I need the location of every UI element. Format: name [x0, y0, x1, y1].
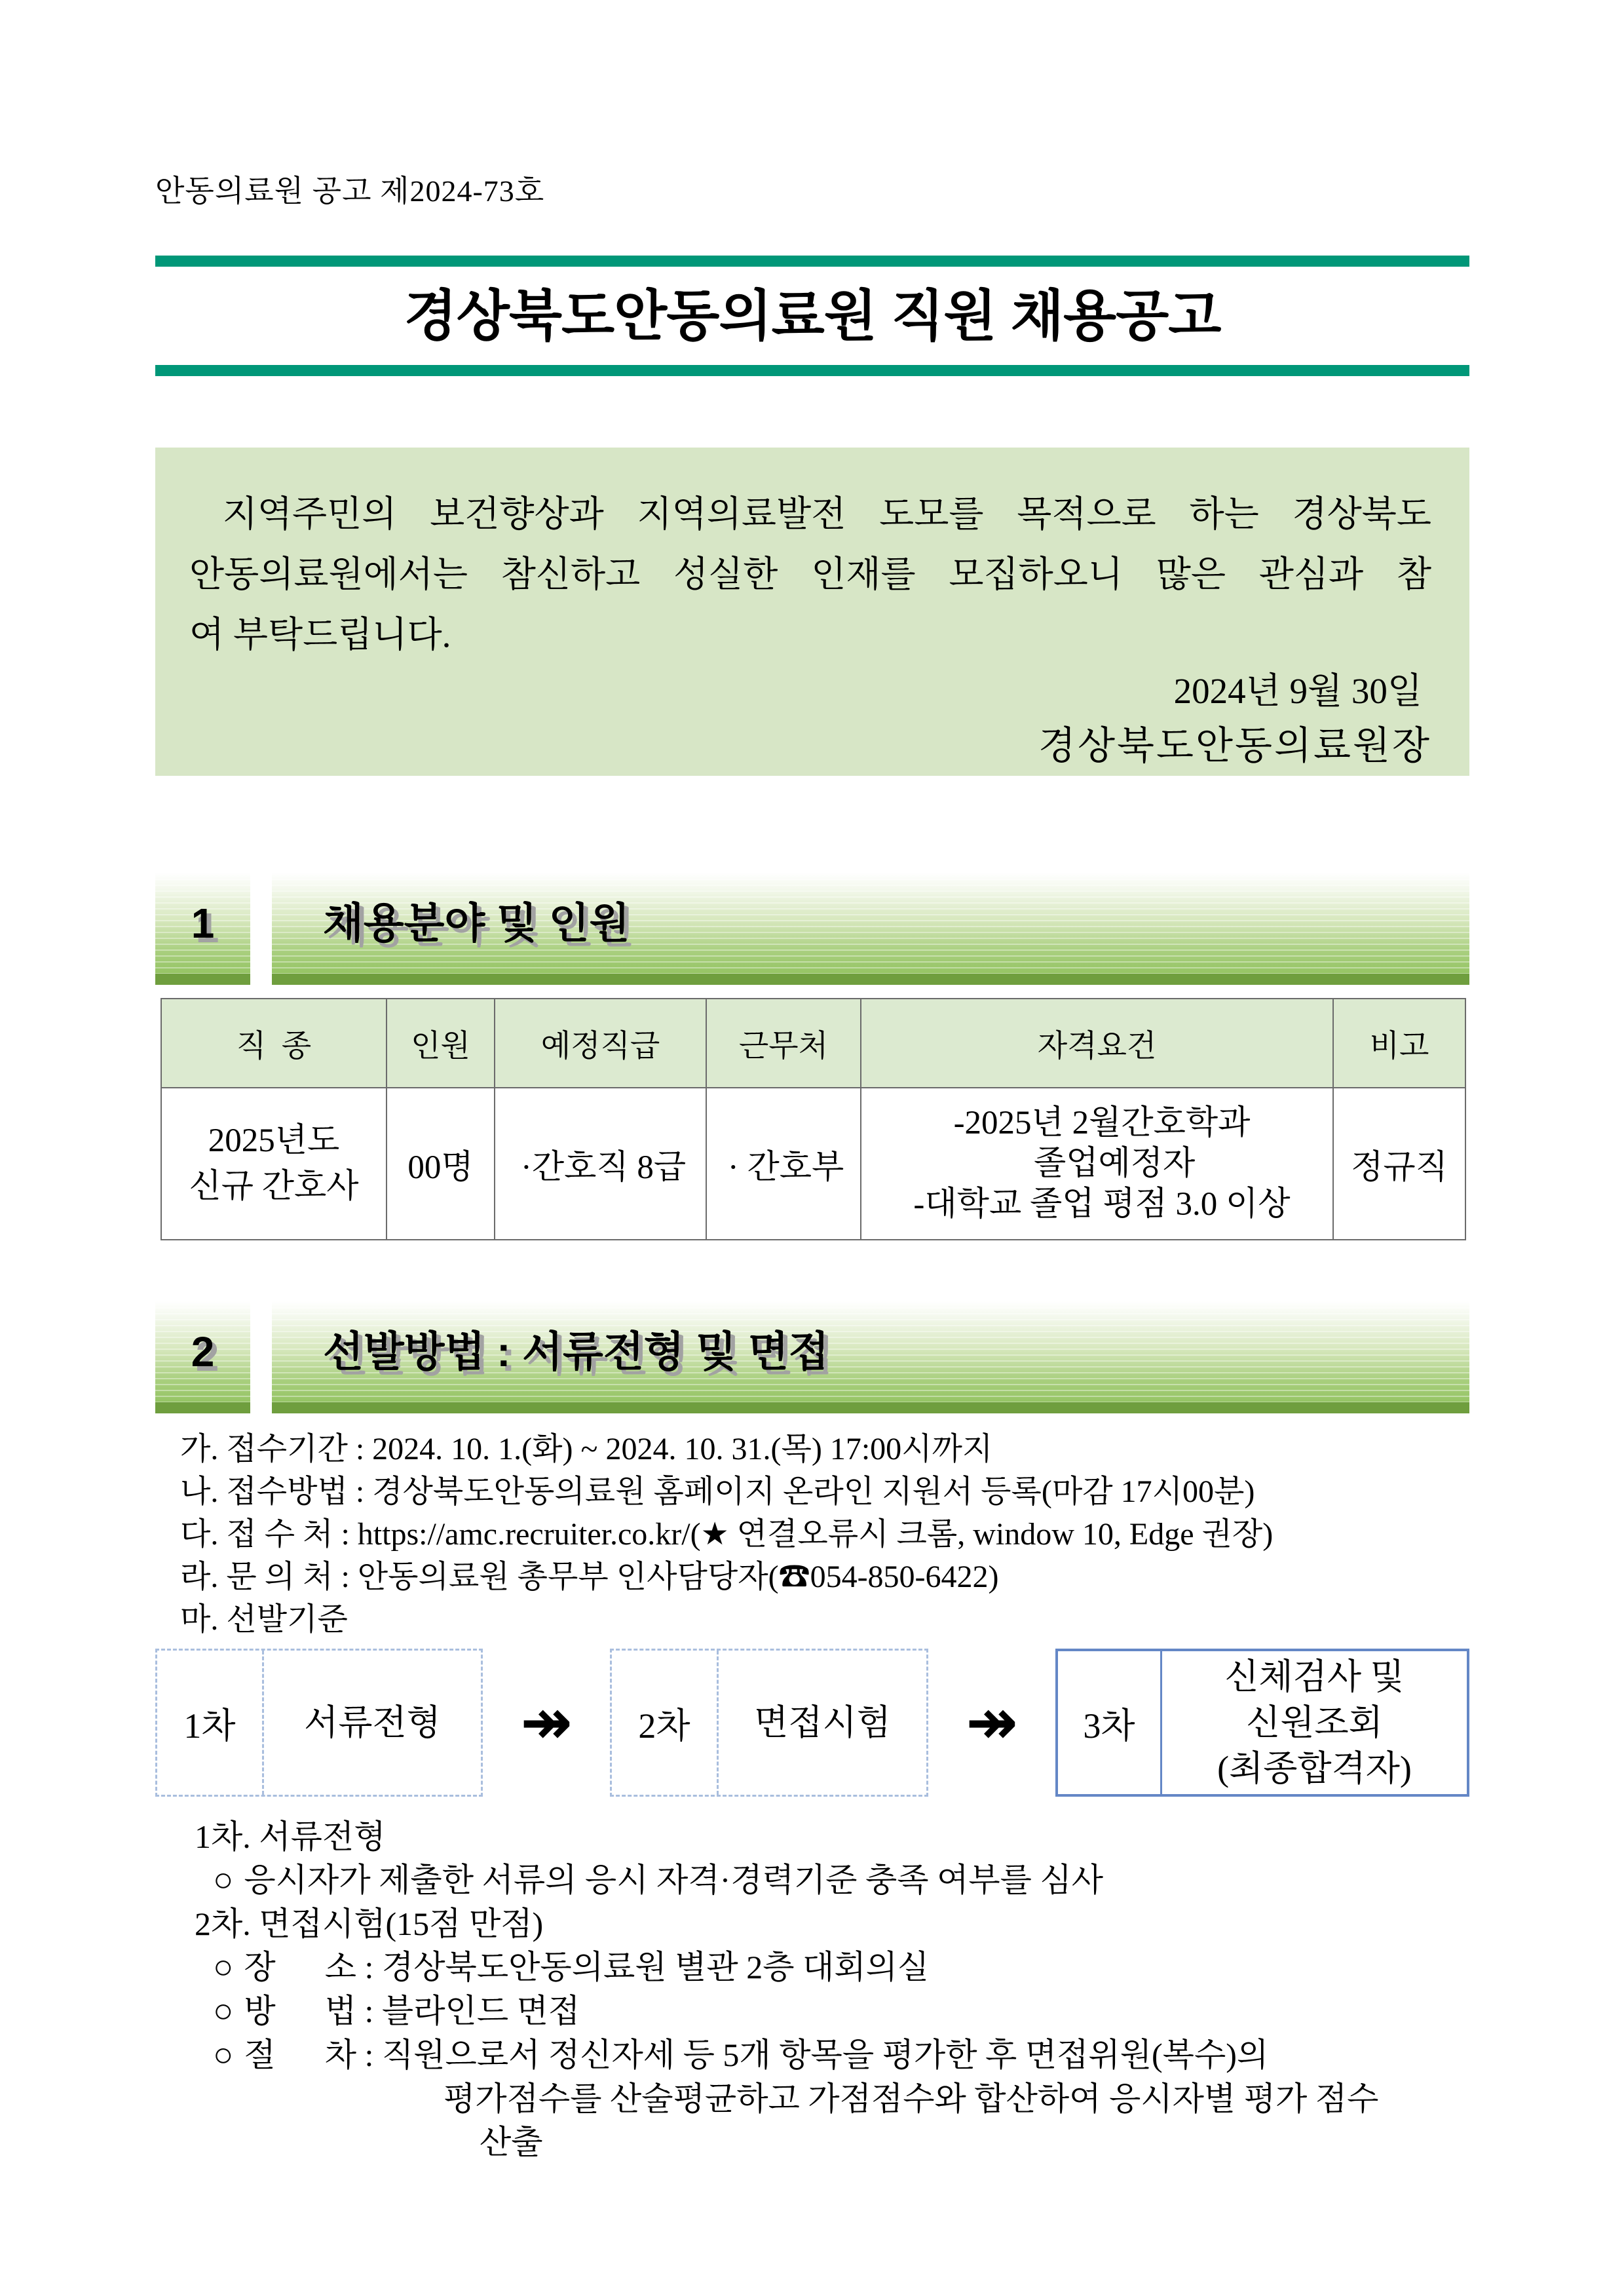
detail-bullet-text: 장 소 : 경상북도안동의료원 별관 2층 대회의실 [244, 1949, 930, 1985]
cell-job [161, 1088, 387, 1240]
section-header-gap [250, 1301, 272, 1413]
detail-bullet-text: 응시자가 제출한 서류의 응시 자격·경력기준 충족 여부를 심사 [244, 1862, 1104, 1898]
col-header-job: 직 종 [161, 999, 387, 1088]
title-top-rule [155, 256, 1469, 267]
table-header-row [161, 999, 1465, 1088]
col-header-grade: 예정직급 [495, 999, 706, 1088]
detail-bullet-text: 방 법 : 블라인드 면접 [244, 1993, 580, 2029]
detail-bullet-line [155, 2033, 1469, 2077]
detail-heading: 2차. 면접시험(15점 만점) [195, 1905, 544, 1942]
section-1-number-badge: 1 [155, 873, 250, 985]
document-content [155, 0, 1469, 2164]
cell-headcount: 00명 [387, 1088, 495, 1240]
selection-flow-diagram [155, 1649, 1469, 1797]
selection-details [155, 1815, 1469, 2164]
flow-stage-3-name-line: 신체검사 및 [1224, 1657, 1405, 1696]
recruitment-table [161, 998, 1466, 1240]
flow-stage-3-label: 3차 [1058, 1651, 1162, 1794]
table-row [161, 1088, 1465, 1240]
section-1-header [155, 873, 1469, 985]
flow-stage-3-name-line: 신원조회 [1246, 1703, 1383, 1742]
page-title: 경상북도안동의료원 직원 채용공고 [404, 285, 1221, 347]
circle-bullet-icon: ○ [213, 1949, 234, 1986]
cell-requirements [861, 1088, 1333, 1240]
col-header-workplace: 근무처 [706, 999, 861, 1088]
list-item-apply-url: 다. 접 수 처 : https://amc.recruiter.co.kr/(★ 연결오류시 크롬, window 10, Edge 권장) [180, 1517, 1274, 1552]
flow-stage-2-box [610, 1649, 928, 1797]
flow-stage-1-box [155, 1649, 483, 1797]
right-arrow-icon: ↠ [520, 1687, 573, 1759]
col-header-note: 비고 [1333, 999, 1465, 1088]
notice-number: 안동의료원 공고 제2024-73호 [155, 174, 545, 208]
flow-stage-1-name: 서류전형 [304, 1703, 441, 1742]
cell-note: 정규직 [1333, 1088, 1465, 1240]
section-2-number-badge: 2 [155, 1301, 250, 1413]
requirement-line: -2025년 2월간호학과 [953, 1105, 1251, 1141]
requirement-line: -대학교 졸업 평점 3.0 이상 [913, 1186, 1291, 1223]
section-2-title: 선발방법 : 서류전형 및 면접 [272, 1301, 1469, 1413]
circle-bullet-icon: ○ [213, 1862, 234, 1899]
section-2-header [155, 1301, 1469, 1413]
application-info-list [155, 1428, 1469, 1641]
circle-bullet-icon: ○ [213, 2037, 234, 2074]
intro-panel [155, 448, 1469, 776]
flow-stage-2-name: 면접시험 [754, 1703, 891, 1742]
signature: 경상북도안동의료원장 [1038, 724, 1431, 767]
cell-job-line: 신규 간호사 [189, 1168, 359, 1205]
detail-bullet-text: 절 차 : 직원으로서 정신자세 등 5개 항목을 평가한 후 면접위원(복수)의 [244, 2037, 1269, 2073]
section-1-title: 채용분야 및 인원 [272, 873, 1469, 985]
list-item-contact: 라. 문 의 처 : 안동의료원 총무부 인사담당자(☎054-850-6422) [180, 1559, 999, 1594]
detail-heading: 1차. 서류전형 [195, 1818, 386, 1855]
list-item-period: 가. 접수기간 : 2024. 10. 1.(화) ~ 2024. 10. 31.(목) 17:00시까지 [180, 1432, 993, 1466]
flow-stage-1-label: 1차 [157, 1651, 264, 1795]
detail-bullet-line [155, 1945, 1469, 1989]
cell-workplace: · 간호부 [706, 1088, 861, 1240]
detail-bullet-line [155, 1858, 1469, 1902]
cell-job-line: 2025년도 [208, 1122, 340, 1159]
right-arrow-icon: ↠ [966, 1687, 1018, 1759]
col-header-requirements: 자격요건 [861, 999, 1333, 1088]
intro-line: 여 부탁드립니다. [189, 615, 451, 655]
list-item-method: 나. 접수방법 : 경상북도안동의료원 홈페이지 온라인 지원서 등록(마감 17시00분) [180, 1474, 1255, 1509]
section-header-gap [250, 873, 272, 985]
intro-line: 안동의료원에서는 참신하고 성실한 인재를 모집하오니 많은 관심과 참 [189, 554, 1431, 594]
flow-stage-2-label: 2차 [612, 1651, 719, 1795]
title-bottom-rule [155, 365, 1469, 376]
detail-bullet-line [155, 1989, 1469, 2033]
notice-date: 2024년 9월 30일 [1173, 671, 1422, 711]
flow-stage-3-name-line: (최종합격자) [1217, 1749, 1412, 1788]
flow-stage-3-box [1055, 1649, 1469, 1797]
circle-bullet-icon: ○ [213, 1993, 234, 2030]
detail-continuation-line: 평가점수를 산술평균하고 가점점수와 합산하여 응시자별 평가 점수 [444, 2080, 1379, 2117]
requirement-line: 졸업예정자 [1008, 1145, 1196, 1182]
cell-grade: ·간호직 8급 [495, 1088, 706, 1240]
col-header-headcount: 인원 [387, 999, 495, 1088]
intro-line: 지역주민의 보건향상과 지역의료발전 도모를 목적으로 하는 경상북도 [189, 494, 1431, 534]
detail-continuation-line: 산출 [480, 2124, 543, 2160]
list-item-criteria: 마. 선발기준 [180, 1602, 348, 1637]
